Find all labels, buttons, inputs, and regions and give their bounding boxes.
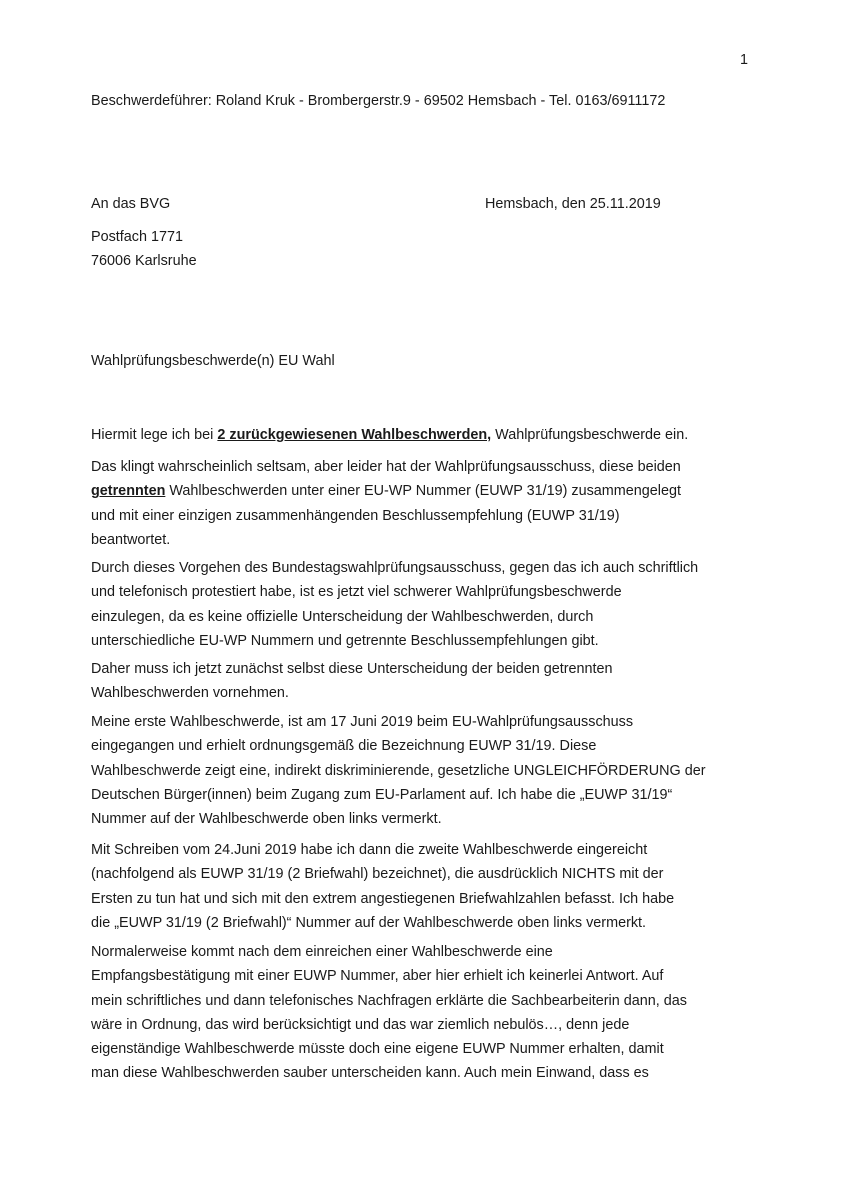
recipient-postbox: Postfach 1771: [91, 229, 184, 245]
page-number: 1: [740, 52, 749, 68]
paragraph-line: wäre in Ordnung, das wird berücksichtigt und das war ziemlich nebulös…, denn jede: [91, 1016, 630, 1033]
place-date: Hemsbach, den 25.11.2019: [485, 196, 661, 212]
paragraph-line: und telefonisch protestiert habe, ist es jetzt viel schwerer Wahlprüfungsbeschwerde: [91, 584, 622, 601]
paragraph-line: eingegangen und erhielt ordnungsgemäß die Bezeichnung EUWP 31/19. Diese: [91, 738, 597, 755]
paragraph-2: [91, 455, 681, 552]
paragraph-line: die „EUWP 31/19 (2 Briefwahl)“ Nummer auf der Wahlbeschwerde oben links vermerkt.: [91, 914, 647, 931]
paragraph-line: Daher muss ich jetzt zunächst selbst diese Unterscheidung der beiden getrennten: [91, 661, 613, 677]
paragraph-line: mein schriftliches und dann telefonisches Nachfragen erklärte die Sachbearbeiterin dann, das: [91, 992, 687, 1009]
paragraph-line: eigenständige Wahlbeschwerde müsste doch eine eigene EUWP Nummer erhalten, damit: [91, 1041, 664, 1058]
paragraph-line: Das klingt wahrscheinlich seltsam, aber leider hat der Wahlprüfungsausschuss, diese beiden: [91, 459, 681, 475]
paragraph-line: unterschiedliche EU-WP Nummern und getrennte Beschlussempfehlungen gibt.: [91, 632, 599, 649]
paragraph-1-before: Hiermit lege ich bei: [91, 427, 218, 443]
paragraph-1: [91, 423, 688, 447]
paragraph-line: Nummer auf der Wahlbeschwerde oben links vermerkt.: [91, 811, 442, 828]
paragraph-line: Deutschen Bürger(innen) beim Zugang zum EU-Parlament auf. Ich habe die „EUWP 31/19“: [91, 786, 673, 803]
paragraph-3: [91, 556, 698, 653]
paragraph-6: [91, 838, 674, 935]
paragraph-line: Meine erste Wahlbeschwerde, ist am 17 Juni 2019 beim EU-Wahlprüfungsausschuss: [91, 714, 634, 730]
paragraph-line: Ersten zu tun hat und sich mit den extrem angestiegenen Briefwahlzahlen befasst. Ich habe: [91, 890, 675, 907]
sender-line: Beschwerdeführer: Roland Kruk - Brombergerstr.9 - 69502 Hemsbach - Tel. 0163/6911172: [91, 93, 666, 109]
paragraph-line: (nachfolgend als EUWP 31/19 (2 Briefwahl) bezeichnet), die ausdrücklich NICHTS mit der: [91, 866, 664, 883]
emphasized-text: getrennten: [91, 483, 166, 500]
paragraph-line: [91, 479, 681, 503]
paragraph-line: beantwortet.: [91, 531, 171, 548]
paragraph-line: Mit Schreiben vom 24.Juni 2019 habe ich dann die zweite Wahlbeschwerde eingereicht: [91, 842, 648, 858]
paragraph-1-after: Wahlprüfungsbeschwerde ein.: [491, 427, 689, 443]
paragraph-5: [91, 710, 706, 831]
paragraph-line: Empfangsbestätigung mit einer EUWP Nummer, aber hier erhielt ich keinerlei Antwort. Auf: [91, 968, 664, 985]
paragraph-line: und mit einer einzigen zusammenhängenden Beschlussempfehlung (EUWP 31/19): [91, 507, 620, 524]
paragraph-line: Wahlbeschwerde zeigt eine, indirekt diskriminierende, gesetzliche UNGLEICHFÖRDERUNG der: [91, 762, 706, 779]
paragraph-4: [91, 657, 613, 706]
paragraph-1-line: [91, 423, 688, 447]
paragraph-line-rest: Wahlbeschwerden unter einer EU-WP Nummer (EUWP 31/19) zusammengelegt: [165, 483, 681, 500]
emphasized-text: 2 zurückgewiesenen Wahlbeschwerden,: [217, 427, 492, 443]
paragraph-line: einzulegen, da es keine offizielle Unterscheidung der Wahlbeschwerden, durch: [91, 608, 594, 625]
recipient-zip-city: 76006 Karlsruhe: [91, 253, 197, 269]
paragraph-line: Durch dieses Vorgehen des Bundestagswahlprüfungsausschuss, gegen das ich auch schriftlich: [91, 560, 699, 576]
subject-line: Wahlprüfungsbeschwerde(n) EU Wahl: [91, 353, 335, 369]
paragraph-line: man diese Wahlbeschwerden sauber unterscheiden kann. Auch mein Einwand, dass es: [91, 1065, 649, 1082]
paragraph-line: Wahlbeschwerden vornehmen.: [91, 685, 289, 702]
paragraph-7: [91, 940, 687, 1086]
paragraph-line: Normalerweise kommt nach dem einreichen einer Wahlbeschwerde eine: [91, 944, 553, 960]
recipient-name: An das BVG: [91, 196, 171, 212]
